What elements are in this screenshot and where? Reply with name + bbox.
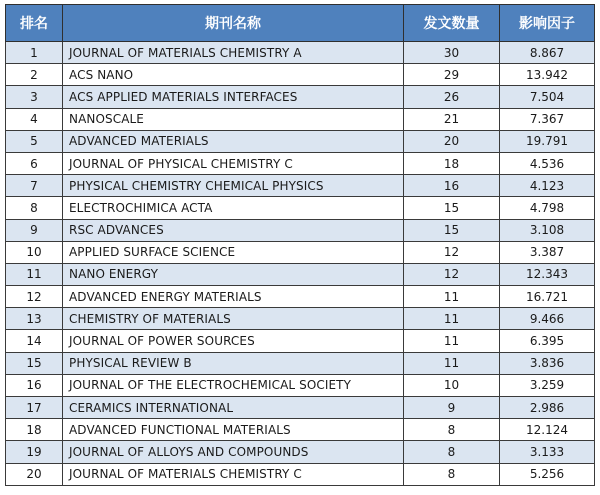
rank-cell: 6 (6, 152, 63, 174)
article-count-cell: 8 (404, 463, 500, 485)
count-column-header: 发文数量 (404, 5, 500, 42)
impact-factor-cell: 6.395 (500, 330, 595, 352)
article-count-cell: 15 (404, 219, 500, 241)
impact-factor-cell: 4.798 (500, 197, 595, 219)
journal-column-header: 期刊名称 (63, 5, 404, 42)
journal-name-cell: APPLIED SURFACE SCIENCE (63, 241, 404, 263)
table-row (6, 397, 595, 419)
table-row (6, 86, 595, 108)
table-row (6, 64, 595, 86)
rank-cell: 9 (6, 219, 63, 241)
impact-factor-cell: 13.942 (500, 64, 595, 86)
article-count-cell: 26 (404, 86, 500, 108)
journal-name-cell: NANOSCALE (63, 108, 404, 130)
journal-name-cell: JOURNAL OF MATERIALS CHEMISTRY A (63, 42, 404, 64)
impact-factor-cell: 3.259 (500, 374, 595, 396)
impact-factor-cell: 4.123 (500, 175, 595, 197)
table-row (6, 330, 595, 352)
article-count-cell: 18 (404, 152, 500, 174)
rank-cell: 15 (6, 352, 63, 374)
article-count-cell: 21 (404, 108, 500, 130)
rank-cell: 13 (6, 308, 63, 330)
impact-factor-cell: 19.791 (500, 130, 595, 152)
impact-factor-cell: 3.108 (500, 219, 595, 241)
table-row (6, 219, 595, 241)
journal-ranking-table-container (5, 4, 594, 486)
impact-factor-cell: 3.133 (500, 441, 595, 463)
article-count-cell: 30 (404, 42, 500, 64)
journal-name-cell: ACS NANO (63, 64, 404, 86)
journal-name-cell: JOURNAL OF MATERIALS CHEMISTRY C (63, 463, 404, 485)
table-row (6, 152, 595, 174)
rank-cell: 2 (6, 64, 63, 86)
article-count-cell: 11 (404, 352, 500, 374)
table-row (6, 130, 595, 152)
impact-factor-cell: 12.124 (500, 419, 595, 441)
table-header-row (6, 5, 595, 42)
rank-cell: 17 (6, 397, 63, 419)
journal-name-cell: JOURNAL OF POWER SOURCES (63, 330, 404, 352)
impact-factor-cell: 8.867 (500, 42, 595, 64)
journal-name-cell: ELECTROCHIMICA ACTA (63, 197, 404, 219)
journal-ranking-table (5, 4, 595, 486)
table-row (6, 374, 595, 396)
table-body (6, 42, 595, 486)
impact-factor-cell: 2.986 (500, 397, 595, 419)
rank-cell: 1 (6, 42, 63, 64)
rank-cell: 7 (6, 175, 63, 197)
table-row (6, 197, 595, 219)
rank-cell: 20 (6, 463, 63, 485)
rank-cell: 18 (6, 419, 63, 441)
article-count-cell: 11 (404, 286, 500, 308)
impact-factor-cell: 7.367 (500, 108, 595, 130)
table-row (6, 263, 595, 285)
journal-name-cell: PHYSICAL REVIEW B (63, 352, 404, 374)
article-count-cell: 12 (404, 263, 500, 285)
rank-cell: 14 (6, 330, 63, 352)
rank-cell: 4 (6, 108, 63, 130)
article-count-cell: 20 (404, 130, 500, 152)
journal-name-cell: JOURNAL OF THE ELECTROCHEMICAL SOCIETY (63, 374, 404, 396)
journal-name-cell: PHYSICAL CHEMISTRY CHEMICAL PHYSICS (63, 175, 404, 197)
table-row (6, 241, 595, 263)
table-row (6, 463, 595, 485)
rank-cell: 8 (6, 197, 63, 219)
journal-name-cell: ACS APPLIED MATERIALS INTERFACES (63, 86, 404, 108)
table-row (6, 286, 595, 308)
journal-name-cell: NANO ENERGY (63, 263, 404, 285)
article-count-cell: 12 (404, 241, 500, 263)
rank-column-header: 排名 (6, 5, 63, 42)
article-count-cell: 29 (404, 64, 500, 86)
rank-cell: 5 (6, 130, 63, 152)
impact-factor-cell: 3.387 (500, 241, 595, 263)
article-count-cell: 15 (404, 197, 500, 219)
rank-cell: 3 (6, 86, 63, 108)
impact-factor-cell: 7.504 (500, 86, 595, 108)
table-row (6, 175, 595, 197)
article-count-cell: 9 (404, 397, 500, 419)
journal-name-cell: ADVANCED FUNCTIONAL MATERIALS (63, 419, 404, 441)
journal-name-cell: RSC ADVANCES (63, 219, 404, 241)
impact-factor-cell: 4.536 (500, 152, 595, 174)
rank-cell: 19 (6, 441, 63, 463)
impact-factor-cell: 5.256 (500, 463, 595, 485)
journal-name-cell: ADVANCED ENERGY MATERIALS (63, 286, 404, 308)
impact-column-header: 影响因子 (500, 5, 595, 42)
table-row (6, 108, 595, 130)
article-count-cell: 10 (404, 374, 500, 396)
table-row (6, 441, 595, 463)
journal-name-cell: CHEMISTRY OF MATERIALS (63, 308, 404, 330)
table-row (6, 42, 595, 64)
impact-factor-cell: 16.721 (500, 286, 595, 308)
table-row (6, 352, 595, 374)
article-count-cell: 16 (404, 175, 500, 197)
rank-cell: 16 (6, 374, 63, 396)
article-count-cell: 11 (404, 308, 500, 330)
impact-factor-cell: 12.343 (500, 263, 595, 285)
impact-factor-cell: 3.836 (500, 352, 595, 374)
article-count-cell: 11 (404, 330, 500, 352)
article-count-cell: 8 (404, 441, 500, 463)
impact-factor-cell: 9.466 (500, 308, 595, 330)
table-row (6, 308, 595, 330)
table-row (6, 419, 595, 441)
journal-name-cell: CERAMICS INTERNATIONAL (63, 397, 404, 419)
journal-name-cell: ADVANCED MATERIALS (63, 130, 404, 152)
rank-cell: 10 (6, 241, 63, 263)
rank-cell: 12 (6, 286, 63, 308)
journal-name-cell: JOURNAL OF ALLOYS AND COMPOUNDS (63, 441, 404, 463)
journal-name-cell: JOURNAL OF PHYSICAL CHEMISTRY C (63, 152, 404, 174)
rank-cell: 11 (6, 263, 63, 285)
article-count-cell: 8 (404, 419, 500, 441)
